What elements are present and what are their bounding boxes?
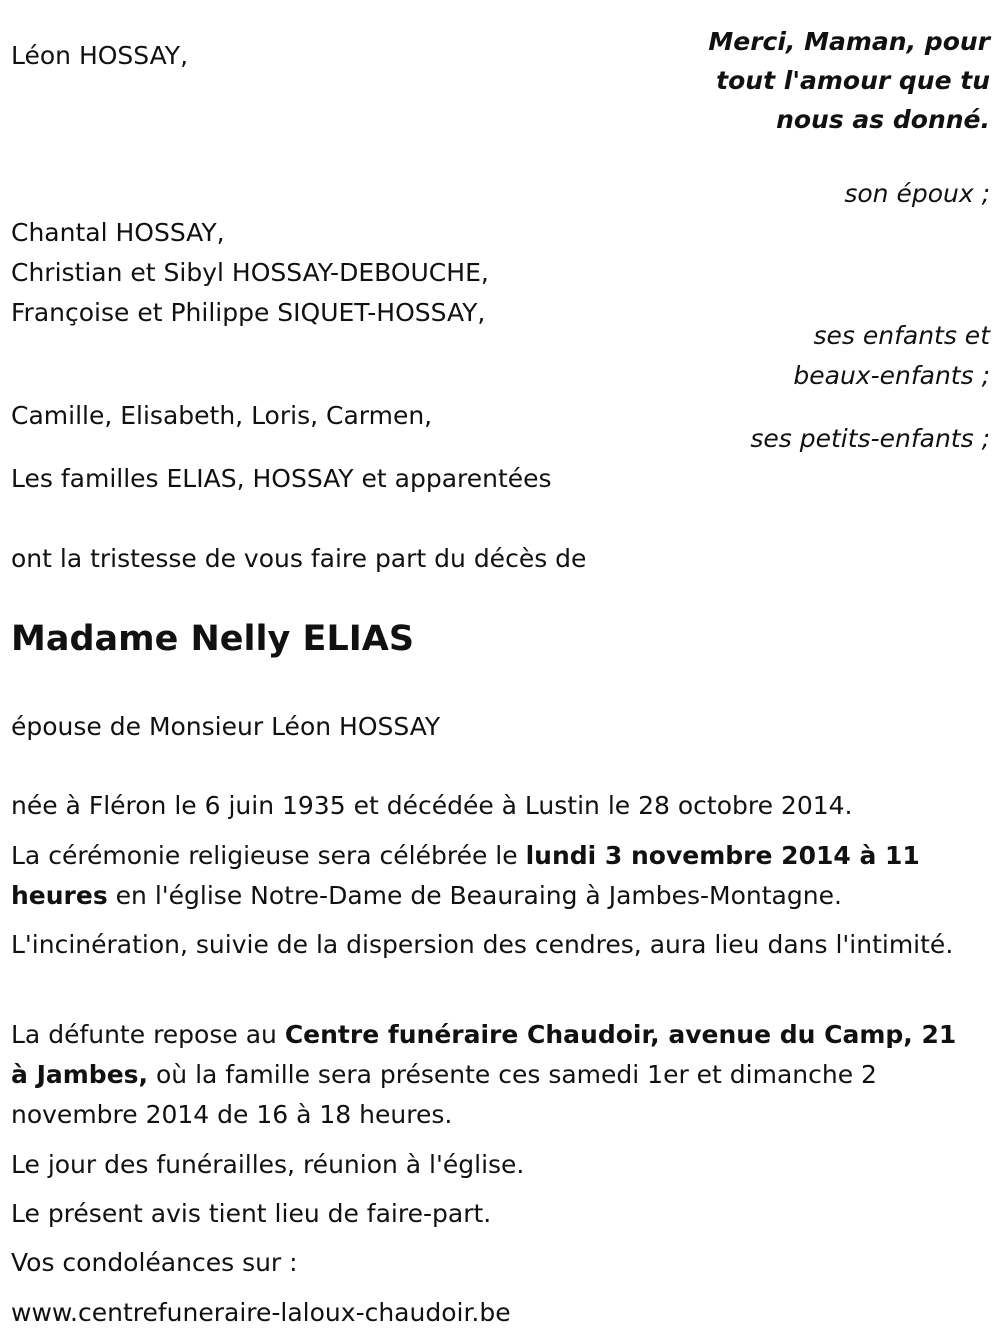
cremation-paragraph: L'incinération, suivie de la dispersion des cendres, aura lieu dans l'intimité. — [11, 930, 954, 959]
website-link[interactable]: www.centrefuneraire-laloux-chaudoir.be — [11, 1298, 511, 1327]
announcement-line: ont la tristesse de vous faire part du décès de — [11, 544, 587, 573]
meeting-line: Le jour des funérailles, réunion à l'église. — [11, 1150, 525, 1179]
families-line: Les familles ELIAS, HOSSAY et apparentées — [11, 464, 552, 493]
ceremony-datetime: lundi 3 novembre 2014 à 11 heures — [11, 841, 920, 910]
children-role: ses enfants et — [813, 321, 990, 350]
husband-name: Léon HOSSAY, — [11, 41, 189, 70]
child-name: Chantal HOSSAY, — [11, 218, 225, 247]
repose-prefix: La défunte repose au — [11, 1020, 285, 1049]
tribute-quote: Merci, Maman, pour tout l'amour que tu nous as donné. — [708, 27, 990, 134]
grandchildren-role: ses petits-enfants ; — [750, 424, 990, 453]
repose-suffix: où la famille sera présente ces samedi 1er et dimanche 2 novembre 2014 de 16 à 18 heures. — [11, 1060, 877, 1129]
repose-place: Centre funéraire Chaudoir, avenue du Camp, 21 à Jambes, — [11, 1020, 957, 1089]
spouse-line: épouse de Monsieur Léon HOSSAY — [11, 712, 441, 741]
grandchildren-names: Camille, Elisabeth, Loris, Carmen, — [11, 401, 433, 430]
notice-line: Le présent avis tient lieu de faire-part. — [11, 1199, 492, 1228]
child-name: Christian et Sibyl HOSSAY-DEBOUCHE, — [11, 258, 489, 287]
husband-role: son époux ; — [844, 179, 990, 208]
repose-paragraph — [11, 1015, 981, 1135]
condolences-label: Vos condoléances sur : — [11, 1248, 298, 1277]
birth-death-line: née à Fléron le 6 juin 1935 et décédée à Lustin le 28 octobre 2014. — [11, 791, 853, 820]
child-name: Françoise et Philippe SIQUET-HOSSAY, — [11, 298, 486, 327]
ceremony-suffix: en l'église Notre-Dame de Beauraing à Jambes-Montagne. — [107, 881, 842, 910]
ceremony-paragraph — [11, 836, 981, 916]
deceased-name: Madame Nelly ELIAS — [11, 619, 415, 659]
ceremony-prefix: La cérémonie religieuse sera célébrée le — [11, 841, 526, 870]
children-role-cont: beaux-enfants ; — [793, 361, 990, 390]
